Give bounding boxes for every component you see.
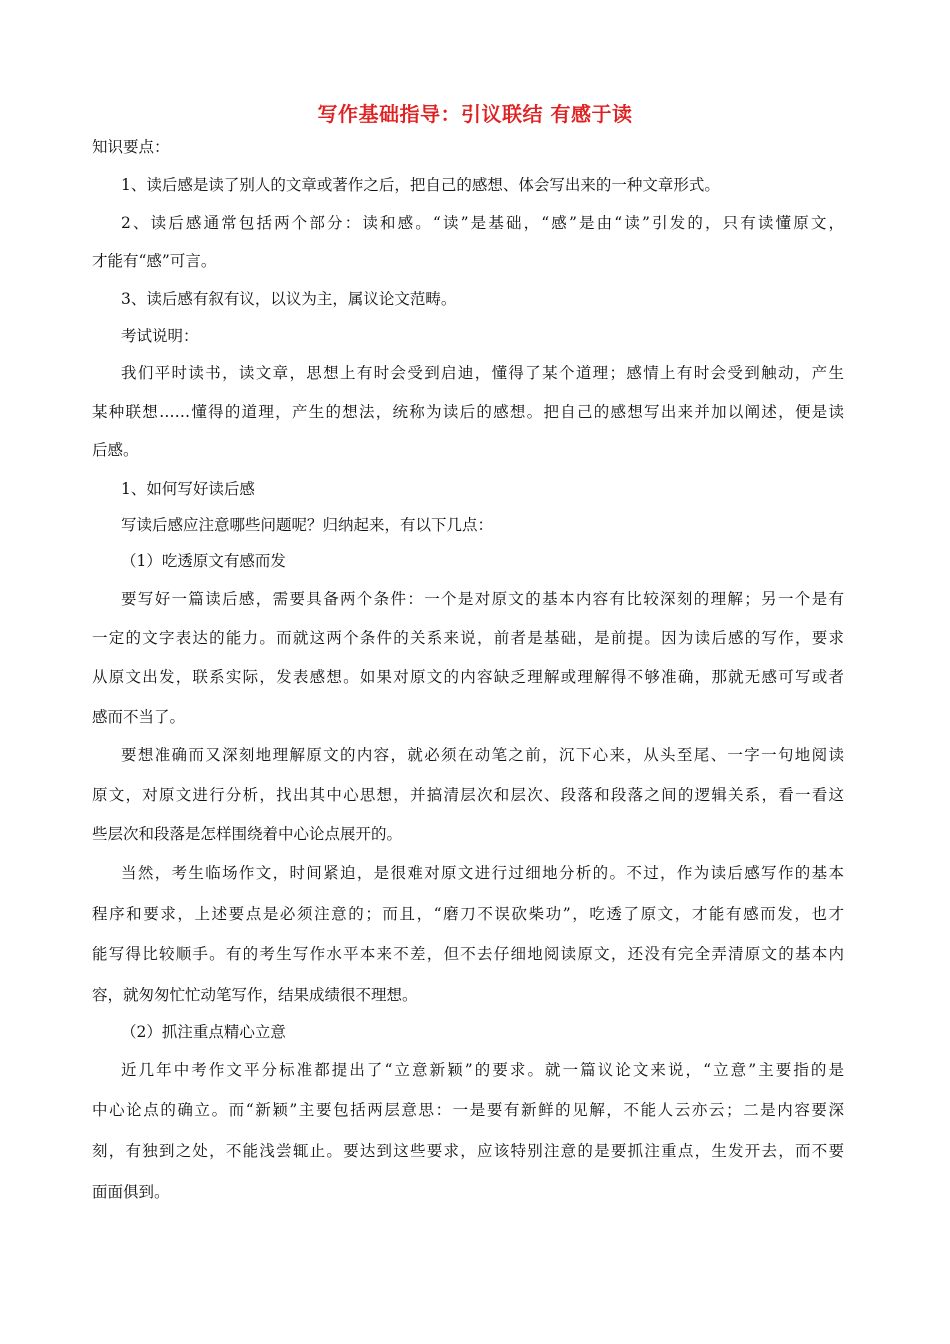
paragraph-line: 后感。 — [92, 441, 139, 459]
document-title: 写作基础指导：引议联结 有感于读 — [317, 102, 633, 126]
sub-heading: （1）吃透原文有感而发 — [121, 552, 286, 570]
paragraph-line: 才能有“感”可言。 — [92, 252, 217, 270]
paragraph-line: 近几年中考作文平分标准都提出了“立意新颖”的要求。就一篇议论文来说，“立意”主要指的是 — [121, 1061, 844, 1079]
paragraph-line: 当然，考生临场作文，时间紧迫，是很难对原文进行过细地分析的。不过，作为读后感写作的基本 — [121, 864, 844, 882]
paragraph-line: 2、读后感通常包括两个部分：读和感。“读”是基础，“感”是由“读”引发的，只有读懂原文， — [121, 214, 844, 232]
paragraph-line: 程序和要求，上述要点是必须注意的；而且，“磨刀不误砍柴功”，吃透了原文，才能有感而发，也才 — [92, 905, 844, 923]
sub-heading: （2）抓注重点精心立意 — [121, 1023, 286, 1041]
paragraph-line: 能写得比较顺手。有的考生写作水平本来不差，但不去仔细地阅读原文，还没有完全弄清原文的基本内 — [92, 945, 844, 963]
section-heading: 1、如何写好读后感 — [121, 480, 255, 498]
section-heading: 考试说明： — [121, 327, 199, 345]
paragraph-line: 容，就匆匆忙忙动笔写作，结果成绩很不理想。 — [92, 986, 418, 1004]
paragraph-line: 要想准确而又深刻地理解原文的内容，就必须在动笔之前，沉下心来，从头至尾、一字一句地阅读 — [121, 746, 844, 764]
section-heading: 知识要点： — [92, 138, 170, 156]
paragraph-line: 原文，对原文进行分析，找出其中心思想，并搞清层次和层次、段落和段落之间的逻辑关系，看一看这 — [92, 786, 844, 804]
paragraph-line: 些层次和段落是怎样围绕着中心论点展开的。 — [92, 825, 403, 843]
paragraph-line: 面面俱到。 — [92, 1183, 170, 1201]
paragraph-line: 感而不当了。 — [92, 708, 186, 726]
paragraph-line: 从原文出发，联系实际，发表感想。如果对原文的内容缺乏理解或理解得不够准确，那就无感可写或者 — [92, 668, 844, 686]
paragraph-line: 3、读后感有叙有议，以议为主，属议论文范畴。 — [121, 290, 457, 308]
paragraph-line: 一定的文字表达的能力。而就这两个条件的关系来说，前者是基础，是前提。因为读后感的写作，要求 — [92, 629, 844, 647]
paragraph-line: 写读后感应注意哪些问题呢？归纳起来，有以下几点： — [121, 516, 494, 534]
paragraph-line: 刻，有独到之处，不能浅尝辄止。要达到这些要求，应该特别注意的是要抓注重点，生发开去，而不要 — [92, 1142, 844, 1160]
paragraph-line: 1、读后感是读了别人的文章或著作之后，把自己的感想、体会写出来的一种文章形式。 — [121, 176, 720, 194]
paragraph-line: 要写好一篇读后感，需要具备两个条件：一个是对原文的基本内容有比较深刻的理解；另一个是有 — [121, 590, 844, 608]
paragraph-line: 某种联想……懂得的道理，产生的想法，统称为读后的感想。把自己的感想写出来并加以阐述，便是读 — [92, 403, 844, 421]
paragraph-line: 我们平时读书，读文章，思想上有时会受到启迪，懂得了某个道理；感情上有时会受到触动，产生 — [121, 364, 844, 382]
paragraph-line: 中心论点的确立。而“新颖”主要包括两层意思：一是要有新鲜的见解，不能人云亦云；二是内容要深 — [92, 1101, 844, 1119]
